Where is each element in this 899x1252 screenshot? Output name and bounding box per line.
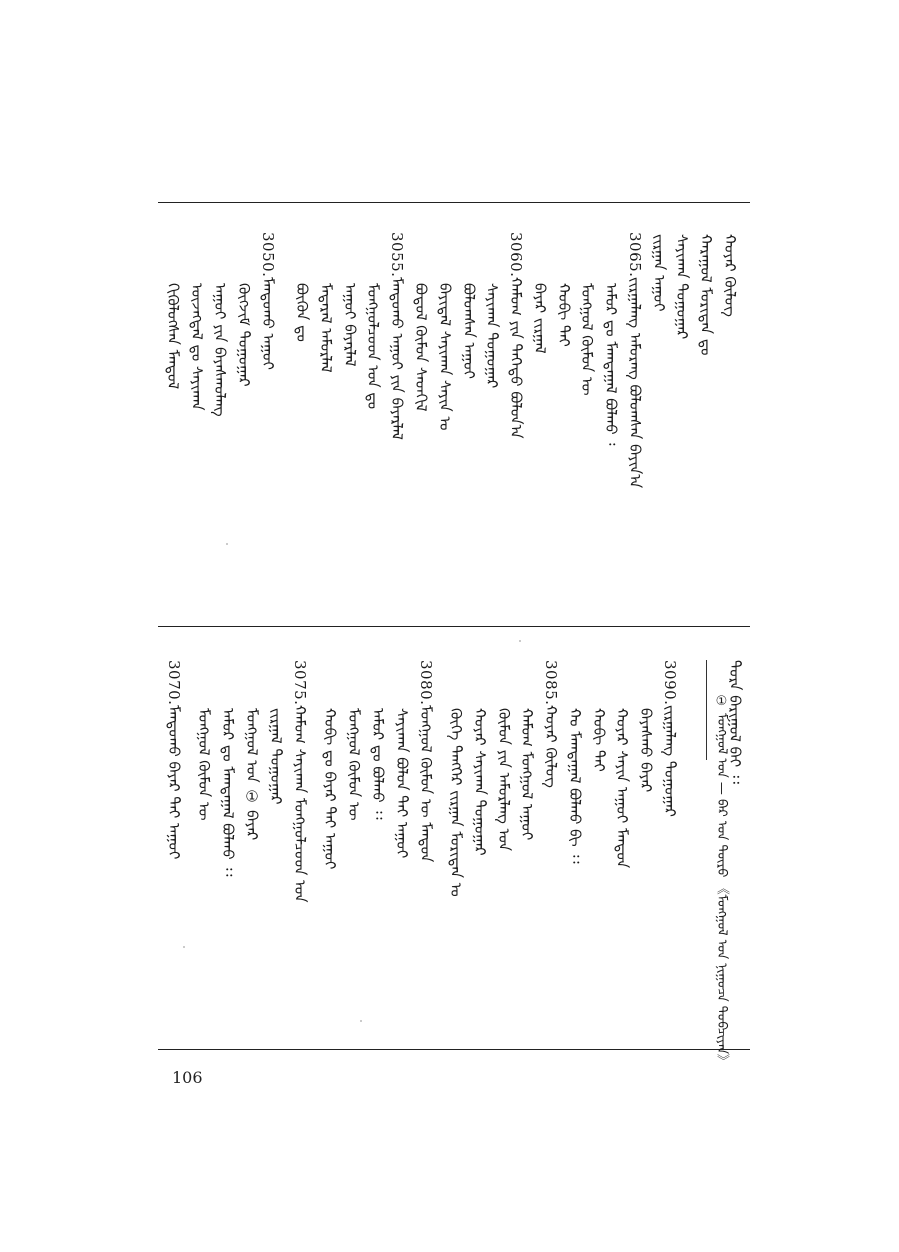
verse-line: ᠬᠣᠪᠢ ᠳᠤ ᠪᠠᠶᠠᠷ ᠲᠠᠢ ᠠᠭᠤᠢ — [321, 708, 339, 870]
verse-line: ᠮᠡᠳᠡᠷᠡᠯ ᠠᠮᠤᠷᠯᠠᠯ — [317, 283, 335, 373]
verse-line: ᠪᠦᠬᠦᠨ ᠳᠤ — [293, 283, 311, 342]
verse-line: ᠬᠦᠮᠦᠨ ᠶᠢᠨ ᠠᠮᠤᠷᠯᠠᠩ ᠤᠨ — [495, 708, 513, 851]
verse-line: ᠪᠣᠳᠣᠯ ᠬᠦᠮᠦᠨ ᠰᠡᠳᠬᠢᠯ — [412, 283, 430, 412]
verse-line: ᠮᠣᠩᠭᠣᠯ ᠬᠦᠮᠦᠨ ᠦ — [578, 283, 596, 396]
page-number: 106 — [172, 1068, 203, 1087]
verse-line: ᠠᠭᠤᠢ ᠶᠢᠨ ᠪᠠᠶᠠᠰᠬᠤᠯᠠᠩ — [211, 283, 229, 417]
verse-line: 3075.ᠬᠠᠮᠤᠭ ᠰᠠᠶᠢᠬᠠᠨ ᠮᠣᠩᠭᠣᠯᠴᠤᠳ ᠤᠨ — [291, 660, 309, 904]
verse-line: ᠬᠥᠭᠵᠢᠮ ᠳᠣᠭᠤᠭᠠᠷ — [235, 283, 253, 387]
speck — [360, 1020, 362, 1022]
verse-line: ᠰᠠᠶᠢᠬᠠᠨ ᠪᠣᠯᠤᠨ ᠲᠠᠢ ᠠᠭᠤᠢ — [393, 708, 411, 859]
verse-line: ᠰᠠᠶᠢᠬᠠᠨ ᠳᠣᠭᠤᠭᠠᠷ — [483, 283, 501, 389]
verse-line: ᠠᠮᠤᠷ ᠳᠤ ᠮᠠᠭᠲᠠᠭᠠᠯ ᠪᠣᠯᠬᠤ ᠄ — [602, 283, 620, 446]
footnote-lead: ᠳᠤᠷᠠ ᠪᠠᠷᠢᠭᠤᠯ ᠪᠠᠢ ᠄᠄ — [726, 660, 744, 784]
verse-line: ᠪᠠᠶᠠᠰᠬᠤ ᠪᠠᠶᠠᠷ — [637, 708, 655, 793]
verse-line: ᠮᠣᠩᠭᠣᠯ ᠤᠨ ① ᠪᠠᠶᠠᠷ — [243, 708, 261, 841]
verse-line: 3085.ᠬᠣᠶᠠᠷ ᠬᠥᠯᠦᠭ — [542, 660, 560, 789]
verse-line: ᠬᠠᠷᠠᠭᠤᠯ ᠮᠣᠷᠢᠳᠠᠨ ᠳᠤ — [697, 234, 715, 356]
verse-line: ᠮᠣᠩᠭᠣᠯᠴᠤᠳ ᠤᠨ ᠳᠤ — [364, 283, 382, 410]
rule-top — [158, 202, 750, 203]
verse-line: 3080.ᠮᠣᠩᠭᠣᠯ ᠬᠦᠮᠦᠨ ᠦ ᠮᠠᠨᠳᠤᠨ — [417, 660, 435, 863]
verse-line: ᠮᠣᠩᠭᠣᠯ ᠬᠦᠮᠦᠨ ᠦ — [345, 708, 363, 821]
speck — [183, 946, 185, 948]
verse-line: ᠠᠭᠤᠢ ᠪᠠᠶᠠᠷᠯᠠᠯ — [341, 283, 359, 367]
verse-line: 3070.ᠮᠠᠨᠳᠤᠬᠤ ᠪᠠᠶᠠᠷ ᠲᠠᠢ ᠠᠭᠤᠢ — [165, 660, 183, 860]
verse-line: ᠬᠠᠮᠤᠭ ᠮᠣᠩᠭᠣᠯ ᠠᠭᠤᠢ — [518, 708, 536, 841]
verse-line: ᠵᠢᠷᠭᠠᠨ ᠠᠭᠤᠢ — [650, 234, 668, 312]
rule-middle — [158, 626, 750, 627]
verse-line: 3055.ᠮᠠᠨᠳᠤᠬᠤ ᠠᠭᠤᠢ ᠶᠢᠨ ᠪᠠᠶᠠᠷᠯᠠᠯ — [388, 232, 406, 441]
verse-line: ᠮᠣᠩᠭᠣᠯ ᠬᠦᠮᠦᠨ ᠦ — [195, 708, 213, 821]
verse-line: ᠪᠠᠶᠠᠷ ᠵᠢᠷᠭᠠᠯ — [531, 283, 549, 354]
speck — [519, 640, 521, 642]
verse-line: ᠬᠣᠶᠠᠷ ᠰᠠᠶᠢᠬᠠᠨ ᠳᠣᠭᠤᠭᠠᠷ — [471, 708, 489, 856]
rule-bottom — [158, 1049, 750, 1050]
verse-line: ᠪᠣᠯᠤᠭᠰᠠᠨ ᠠᠭᠤᠢ — [460, 283, 478, 379]
verse-line: ᠬᠤ ᠮᠠᠭᠲᠠᠭᠠᠯ ᠪᠣᠯᠬᠤ ᠪᠢ ᠄᠄ — [566, 708, 584, 864]
verse-line: ᠭᠢᠭᠦᠯᠦᠭᠰᠡᠨ ᠮᠠᠨᠳᠤᠯ — [164, 283, 182, 390]
verse-line: 3050.ᠮᠠᠨᠳᠤᠬᠤ ᠠᠭᠤᠢ — [259, 232, 277, 371]
verse-line: 3060.ᠬᠠᠮᠤᠭ ᠶᠢᠨ ᠳᠡᠭᠡᠳᠦ ᠪᠣᠯᠤᠨ᠎ᠠ — [507, 232, 525, 439]
verse-line: ᠬᠥᠬᠡ ᠲᠡᠩᠭᠡᠷ ᠵᠢᠷᠭᠠᠨ ᠮᠣᠷᠢᠳᠠᠨ ᠤ — [447, 708, 465, 897]
verse-line: ᠬᠣᠪᠢ ᠲᠠᠢ — [555, 283, 573, 347]
verse-line: ᠬᠣᠶᠠᠷ ᠰᠠᠶᠢᠨ ᠠᠭᠤᠢ ᠮᠠᠨᠳᠤᠨ — [613, 708, 631, 869]
verse-line: ᠠᠮᠤᠷ ᠳᠤ ᠮᠠᠭᠲᠠᠭᠠᠯ ᠪᠣᠯᠬᠤ ᠄᠄ — [219, 708, 237, 877]
footnote-divider — [706, 660, 707, 760]
verse-line: 3065.ᠵᠢᠷᠭᠠᠯᠠᠩ ᠠᠮᠤᠷᠠᠩ ᠪᠣᠯᠤᠭᠰᠠᠨ ᠪᠠᠶᠢᠨ᠎ᠠ — [626, 232, 644, 489]
speck — [226, 543, 228, 545]
verse-line: 3090.ᠵᠢᠷᠭᠠᠯᠠᠩ ᠳᠣᠭᠤᠭᠠᠷ — [661, 660, 679, 818]
verse-line: ᠠᠮᠤᠷ ᠳᠤ ᠪᠣᠯᠬᠤ ᠄᠄ — [369, 708, 387, 820]
footnote-text: ᠮᠣᠩᠭᠣᠯ ᠤᠨ — ᠪᠠᠷ ᠤᠨ ᠲᠥᠷᠦ 《ᠮᠣᠩᠭᠣᠯ ᠤᠨ ᠨᠢᠭᠤᠴᠠ ᠲᠣᠪᠴᠢᠶᠠᠨ》 — [714, 713, 729, 1068]
verse-line: ᠪᠠᠶᠢᠳᠠᠯ ᠰᠠᠶᠢᠬᠠᠨ ᠰᠠᠶᠢᠨ ᠤ — [436, 283, 454, 431]
verse-line: ᠬᠣᠶᠠᠷ ᠬᠥᠯᠦᠭ — [721, 234, 739, 317]
footnote-marker: ① — [714, 694, 729, 709]
verse-line: ᠵᠢᠷᠭᠠᠯ ᠳᠣᠭᠤᠭᠠᠷ — [267, 708, 285, 805]
footnote — [713, 694, 729, 1067]
verse-line: ᠰᠠᠶᠢᠬᠠᠨ ᠳᠣᠭᠤᠭᠠᠷ — [673, 234, 691, 340]
verse-line: ᠦᠵᠡᠭᠳᠡᠯ ᠳᠤ ᠰᠠᠶᠢᠬᠠᠨ — [188, 283, 206, 411]
verse-line: ᠬᠣᠪᠢ ᠲᠠᠢ — [590, 708, 608, 772]
